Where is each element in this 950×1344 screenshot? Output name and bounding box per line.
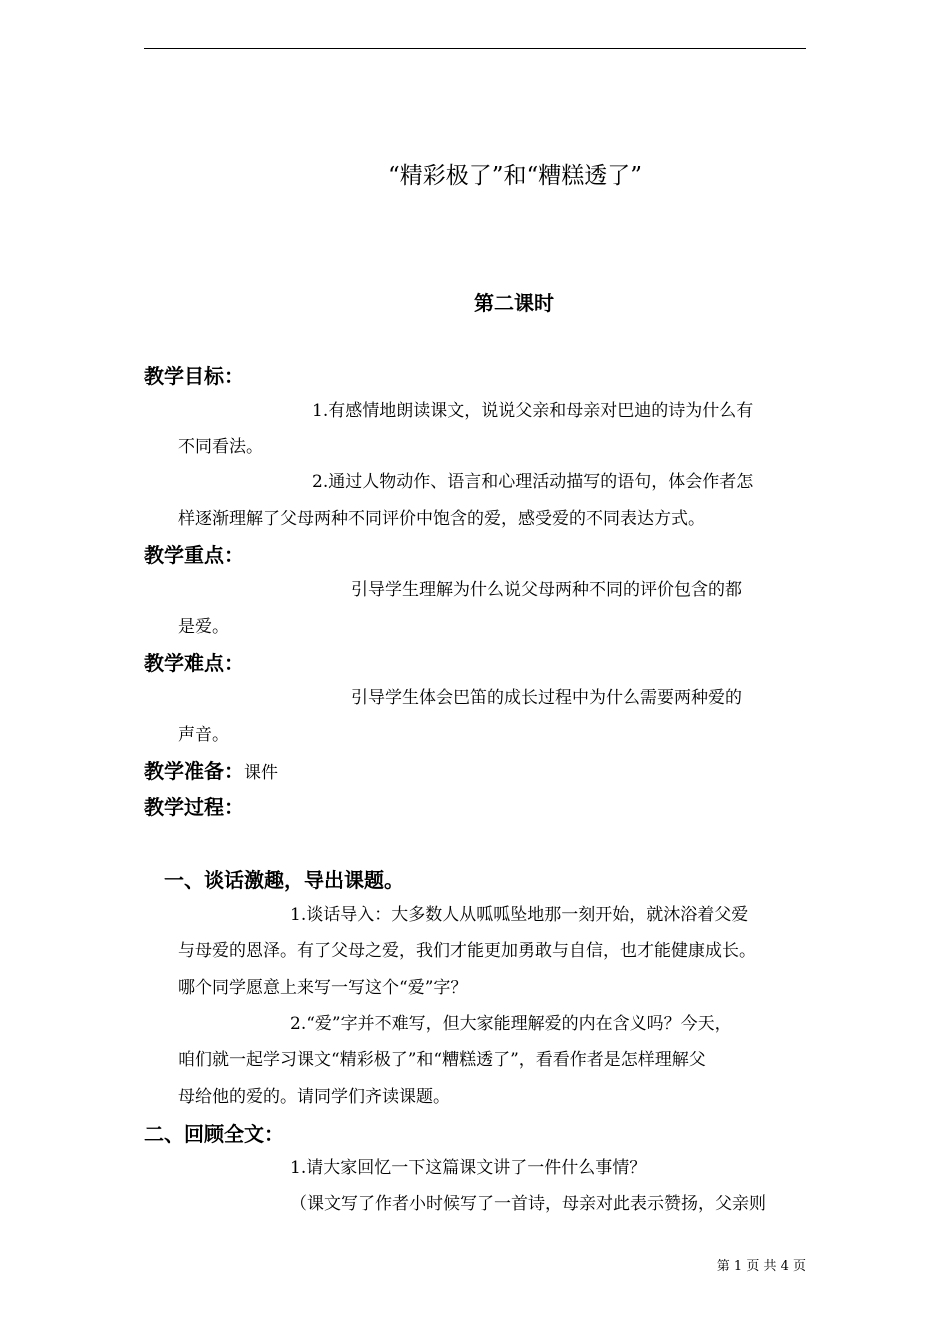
section-2-answer-1: （课文写了作者小时候写了一首诗，母亲对此表示赞扬，父亲则	[290, 1194, 766, 1214]
key-points-line-1: 引导学生理解为什么说父母两种不同的评价包含的都	[351, 580, 742, 600]
difficulties-line-1: 引导学生体会巴笛的成长过程中为什么需要两种爱的	[351, 688, 742, 708]
preparation-heading: 教学准备：	[144, 759, 244, 783]
key-points-line-2: 是爱。	[178, 617, 229, 637]
difficulties-line-2: 声音。	[178, 725, 229, 745]
preparation-row	[144, 761, 278, 782]
section-1-p2-line-3: 母给他的爱的。请同学们齐读课题。	[178, 1087, 450, 1107]
header-rule	[144, 48, 806, 49]
key-points-heading: 教学重点：	[144, 543, 244, 567]
objective-2-line-2: 样逐渐理解了父母两种不同评价中饱含的爱，感受爱的不同表达方式。	[178, 509, 705, 529]
preparation-value: 课件	[244, 763, 278, 783]
section-1-p2-line-2: 咱们就一起学习课文“精彩极了”和“糟糕透了”，看看作者是怎样理解父	[178, 1050, 706, 1070]
document-title: “精彩极了”和“糟糕透了”	[387, 163, 643, 189]
section-1-p1-line-1: 1.谈话导入：大多数人从呱呱坠地那一刻开始，就沐浴着父爱	[290, 905, 749, 925]
section-1-p1-line-3: 哪个同学愿意上来写一写这个“爱”字？	[178, 978, 468, 998]
process-heading: 教学过程：	[144, 795, 244, 819]
section-2-heading: 二、回顾全文：	[144, 1122, 284, 1146]
objectives-heading: 教学目标：	[144, 364, 244, 388]
section-1-p2-line-1: 2.“爱”字并不难写，但大家能理解爱的内在含义吗？今天，	[290, 1014, 732, 1034]
section-2-question-1: 1.请大家回忆一下这篇课文讲了一件什么事情？	[290, 1158, 647, 1178]
objective-1-line-1: 1.有感情地朗读课文，说说父亲和母亲对巴迪的诗为什么有	[312, 401, 754, 421]
objective-1-line-2: 不同看法。	[178, 437, 263, 457]
page-footer: 第 1 页 共 4 页	[716, 1259, 806, 1274]
objective-2-line-1: 2.通过人物动作、语言和心理活动描写的语句，体会作者怎	[312, 472, 754, 492]
section-1-heading: 一、谈话激趣，导出课题。	[164, 868, 404, 892]
section-1-p1-line-2: 与母爱的恩泽。有了父母之爱，我们才能更加勇敢与自信，也才能健康成长。	[178, 941, 756, 961]
lesson-subtitle: 第二课时	[474, 291, 554, 315]
difficulties-heading: 教学难点：	[144, 651, 244, 675]
